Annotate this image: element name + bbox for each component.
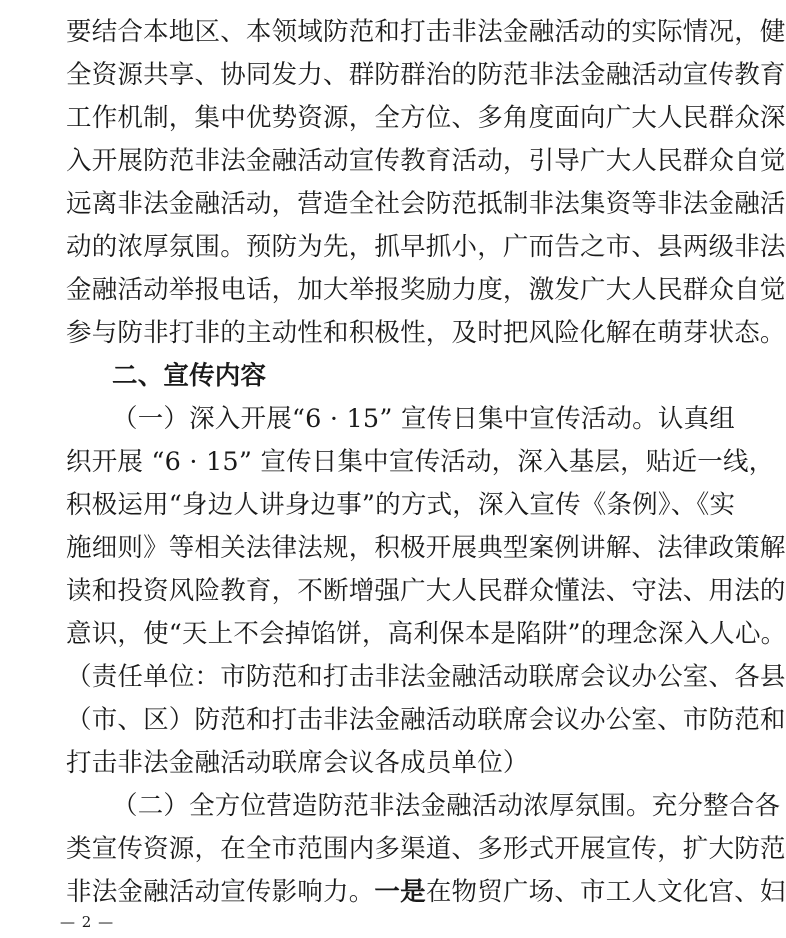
- paragraph-line: （责任单位：市防范和打击非法金融活动联席会议办公室、各县: [66, 662, 786, 692]
- paragraph-line: 参与防非打非的主动性和积极性，及时把风险化解在萌芽状态。: [66, 318, 786, 348]
- section-heading: 二、宣传内容: [112, 361, 267, 391]
- paragraph-line: 读和投资风险教育，不断增强广大人民群众懂法、守法、用法的: [66, 576, 786, 606]
- paragraph-text: 非法金融活动宣传影响力。: [66, 877, 375, 907]
- paragraph-line: 打击非法金融活动联席会议各成员单位）: [66, 748, 529, 778]
- paragraph-line: 全资源共享、协同发力、群防群治的防范非法金融活动宣传教育: [66, 60, 786, 90]
- paragraph-line: 意识，使“天上不会掉馅饼，高利保本是陷阱”的理念深入人心。: [66, 619, 786, 649]
- paragraph-line: （二）全方位营造防范非法金融活动浓厚氛围。充分整合各: [112, 791, 781, 821]
- paragraph-line: 类宣传资源，在全市范围内多渠道、多形式开展宣传，扩大防范: [66, 834, 786, 864]
- paragraph-line: （市、区）防范和打击非法金融活动联席会议办公室、市防范和: [66, 705, 786, 735]
- paragraph-text: 在物贸广场、市工人文化宫、妇: [425, 877, 786, 907]
- paragraph-line: 入开展防范非法金融活动宣传教育活动，引导广大人民群众自觉: [66, 146, 786, 176]
- paragraph-line: （一）深入开展“6 · 15” 宣传日集中宣传活动。认真组: [112, 404, 735, 434]
- emphasis-text: 一是: [374, 877, 426, 907]
- paragraph-line: 积极运用“身边人讲身边事”的方式，深入宣传《条例》、《实: [66, 490, 736, 520]
- paragraph-line: 远离非法金融活动，营造全社会防范抵制非法集资等非法金融活: [66, 189, 786, 219]
- paragraph-line: 动的浓厚氛围。预防为先，抓早抓小，广而告之市、县两级非法: [66, 232, 786, 262]
- paragraph-line: 要结合本地区、本领域防范和打击非法金融活动的实际情况，健: [66, 17, 786, 47]
- paragraph-line: 施细则》等相关法律法规，积极开展典型案例讲解、法律政策解: [66, 533, 786, 563]
- paragraph-line: [66, 874, 786, 910]
- paragraph-line: 织开展 “6 · 15” 宣传日集中宣传活动，深入基层，贴近一线，: [66, 447, 775, 477]
- paragraph-line: 工作机制，集中优势资源，全方位、多角度面向广大人民群众深: [66, 103, 786, 133]
- page-number: — 2 —: [60, 913, 115, 931]
- paragraph-line: 金融活动举报电话，加大举报奖励力度，激发广大人民群众自觉: [66, 275, 786, 305]
